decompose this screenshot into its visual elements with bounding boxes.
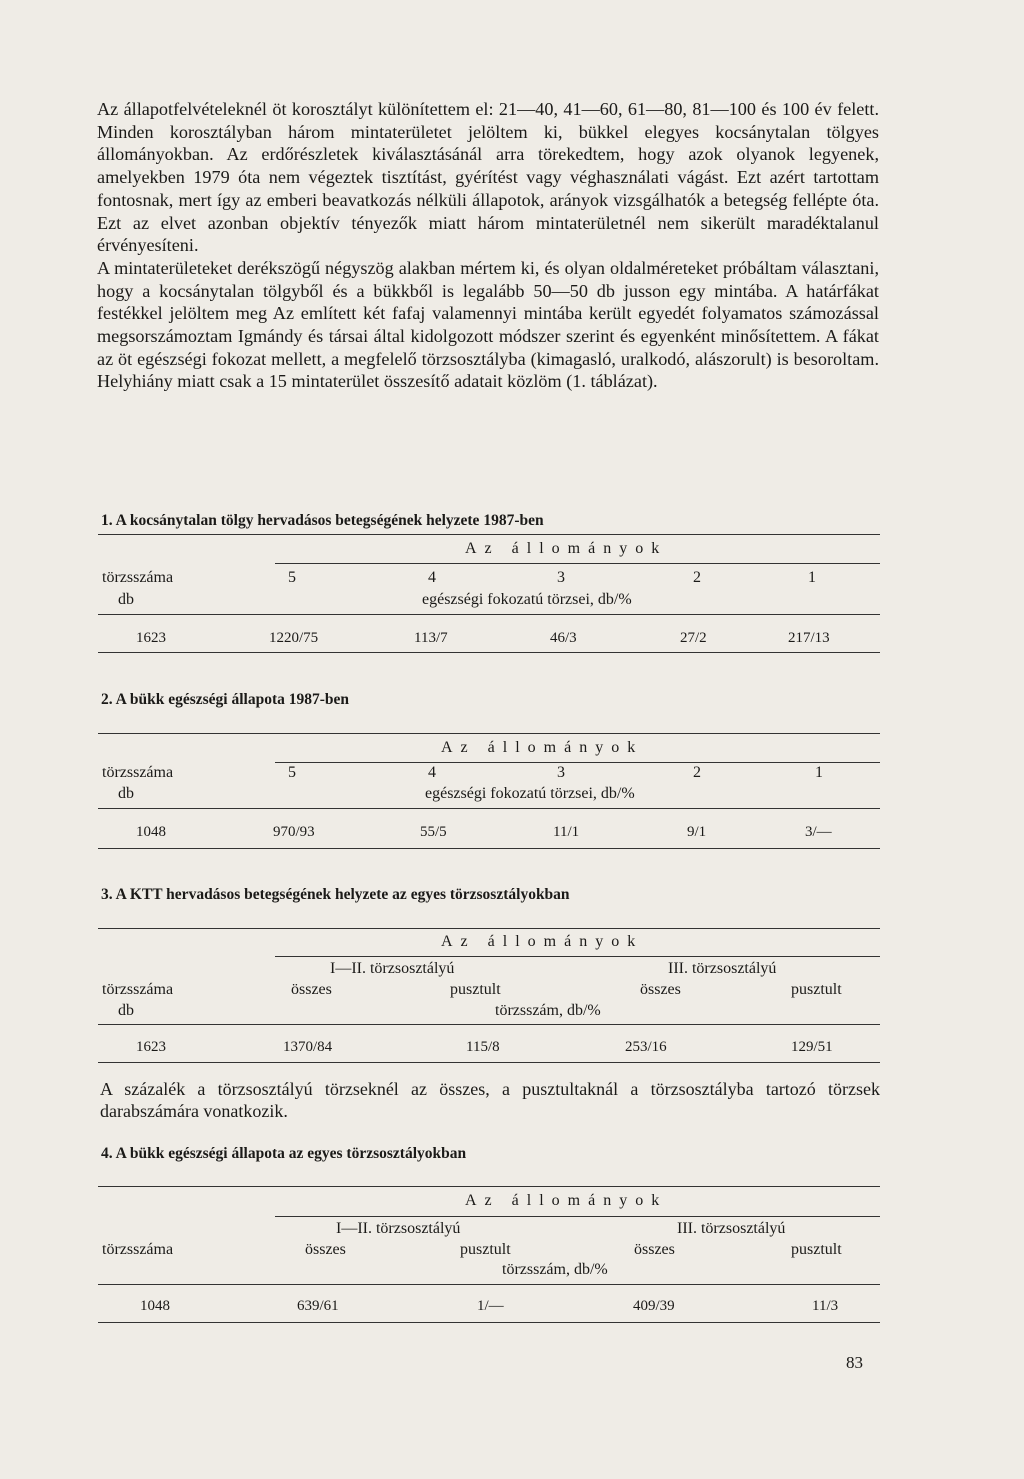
table-1-cell: 1220/75 xyxy=(269,630,319,646)
table-3-cell: 115/8 xyxy=(466,1039,500,1055)
table-1-rule-header xyxy=(98,614,880,615)
table-2-cell: 55/5 xyxy=(420,824,447,840)
table-3-col0-unit: db xyxy=(118,1002,134,1019)
table-3-title: 3. A KTT hervadásos betegségének helyzete az egyes törzsosztályokban xyxy=(101,886,570,903)
table-3-group-header: Az állományok xyxy=(441,933,644,950)
table-1-grade-3: 3 xyxy=(557,569,565,586)
table-1-group-header: Az állományok xyxy=(465,540,668,557)
table-1-grade-1: 1 xyxy=(808,569,816,586)
table-2-grade-5: 5 xyxy=(288,764,296,781)
table-2-grade-1: 1 xyxy=(815,764,823,781)
table-2-grade-4: 4 xyxy=(428,764,436,781)
body-text xyxy=(97,98,879,393)
paragraph-2: A mintaterületeket derékszögű négyszög alakban mértem ki, és olyan oldalméreteket próbáltam választani, hogy a kocsánytalan tölgyből és a bükkből is legalább 50—50 db jusson egy mintába. A határfákat festékkel jelöltem meg Az említett két fafaj valamennyi mintába került egyedét folyamatos számozással megsorszámoztam Igmándy és társai által kidolgozott módszer szerint és egyenként minősítettem. A fákat az öt egészségi fokozat mellett, a megfelelő törzsosztályba (kimagasló, uralkodó, alászorult) is besoroltam. Helyhiány miatt csak a 15 mintaterület összesítő adatait közlöm (1. táblázat). xyxy=(97,257,879,392)
table-4-rule-header xyxy=(98,1284,880,1285)
table-4-subheader: törzsszám, db/% xyxy=(502,1261,608,1278)
table-4-class-iii: III. törzsosztályú xyxy=(677,1220,786,1237)
table-1-cell: 1623 xyxy=(136,630,166,646)
table-4-col0-header: törzsszáma xyxy=(102,1241,174,1258)
table-1-grade-4: 4 xyxy=(428,569,436,586)
table-3-class-iii: III. törzsosztályú xyxy=(668,960,777,977)
table-2-rule-top xyxy=(98,733,880,734)
table-2-rule-group xyxy=(275,762,880,763)
table-4-cell: 1048 xyxy=(140,1298,170,1314)
table-3-pusztult-2: pusztult xyxy=(791,981,842,998)
table-2-rule-bottom xyxy=(98,848,880,849)
table-3-rule-bottom xyxy=(98,1062,880,1063)
table-1-grade-2: 2 xyxy=(693,569,701,586)
table-2-grade-3: 3 xyxy=(557,764,565,781)
table-4-rule-top xyxy=(98,1186,880,1187)
table-4-pusztult-2: pusztult xyxy=(791,1241,842,1258)
table-4-cell: 1/— xyxy=(477,1298,504,1314)
table-2-grade-2: 2 xyxy=(693,764,701,781)
table-3-cell: 1623 xyxy=(136,1039,166,1055)
table-3-subheader: törzsszám, db/% xyxy=(495,1002,601,1019)
table-1-rule-bottom xyxy=(98,652,880,653)
table-2-cell: 3/— xyxy=(805,824,832,840)
table-4-rule-group xyxy=(275,1216,880,1217)
table-1-cell: 113/7 xyxy=(414,630,448,646)
table-2-rule-header xyxy=(98,808,880,809)
table-2-cell: 970/93 xyxy=(273,824,315,840)
table-3-rule-header xyxy=(98,1024,880,1025)
table-1-cell: 217/13 xyxy=(788,630,830,646)
table-2-subheader: egészségi fokozatú törzsei, db/% xyxy=(425,785,635,802)
table-3-class-i-ii: I—II. törzsosztályú xyxy=(330,960,455,977)
table-4-title: 4. A bükk egészségi állapota az egyes törzsosztályokban xyxy=(101,1145,467,1162)
table-2-col0-header: törzsszáma xyxy=(102,764,174,781)
table-2-cell: 1048 xyxy=(136,824,166,840)
table-3-osszes-2: összes xyxy=(640,981,681,998)
table-3-col0-header: törzsszáma xyxy=(102,981,174,998)
table-4-rule-bottom xyxy=(98,1322,880,1323)
table-4-osszes-1: összes xyxy=(305,1241,346,1258)
table-4-osszes-2: összes xyxy=(634,1241,675,1258)
table-1-rule-top xyxy=(98,534,880,535)
table-3-cell: 1370/84 xyxy=(283,1039,333,1055)
table-3-cell: 253/16 xyxy=(625,1039,667,1055)
table-1-grade-5: 5 xyxy=(288,569,296,586)
table-1-cell: 27/2 xyxy=(680,630,707,646)
table-4-cell: 639/61 xyxy=(297,1298,339,1314)
table-2-group-header: Az állományok xyxy=(441,739,644,756)
table-4-cell: 11/3 xyxy=(812,1298,839,1314)
table-3-cell: 129/51 xyxy=(791,1039,833,1055)
table-4-cell: 409/39 xyxy=(633,1298,675,1314)
table-1-col0-header: törzsszáma xyxy=(102,569,174,586)
page-number: 83 xyxy=(846,1353,863,1372)
table-3-rule-group xyxy=(275,956,880,957)
table-4-group-header: Az állományok xyxy=(465,1192,668,1209)
table-4-pusztult-1: pusztult xyxy=(460,1241,511,1258)
table-1-subheader: egészségi fokozatú törzsei, db/% xyxy=(422,591,632,608)
table-1-title: 1. A kocsánytalan tölgy hervadásos betegségének helyzete 1987-ben xyxy=(101,512,544,529)
table-1-col0-unit: db xyxy=(118,591,134,608)
table-2-cell: 11/1 xyxy=(553,824,580,840)
table-4-class-i-ii: I—II. törzsosztályú xyxy=(336,1220,461,1237)
paragraph-1: Az állapotfelvételeknél öt korosztályt különítettem el: 21—40, 41—60, 61—80, 81—100 és 100 év felett. Minden korosztályban három mintaterületet jelöltem ki, bükkel elegyes kocsánytalan tölgyes állományokban. Az erdőrészletek kiválasztásánál arra törekedtem, hogy azok olyanok legyenek, amelyekben 1979 óta nem végeztek tisztítást, gyérítést vagy véghasználati vágást. Ezt azért tartottam fontosnak, mert így az emberi beavatkozás nélküli állapotok, arányok vizsgálhatók a betegség fellépte óta. Ezt az elvet azonban objektív tényezők miatt három mintaterületnél nem sikerült maradéktalanul érvényesíteni. xyxy=(97,99,879,256)
table-2-title: 2. A bükk egészségi állapota 1987-ben xyxy=(101,691,350,708)
table-1-rule-group xyxy=(275,563,880,564)
table-3-pusztult-1: pusztult xyxy=(450,981,501,998)
table-3-osszes-1: összes xyxy=(291,981,332,998)
table-2-cell: 9/1 xyxy=(687,824,707,840)
table-1-cell: 46/3 xyxy=(550,630,577,646)
table-2-col0-unit: db xyxy=(118,785,134,802)
table-3-footnote: A százalék a törzsosztályú törzseknél az összes, a pusztultaknál a törzsosztályba tartozó törzsek darabszámára vonatkozik. xyxy=(100,1079,880,1121)
table-3-rule-top xyxy=(98,928,880,929)
